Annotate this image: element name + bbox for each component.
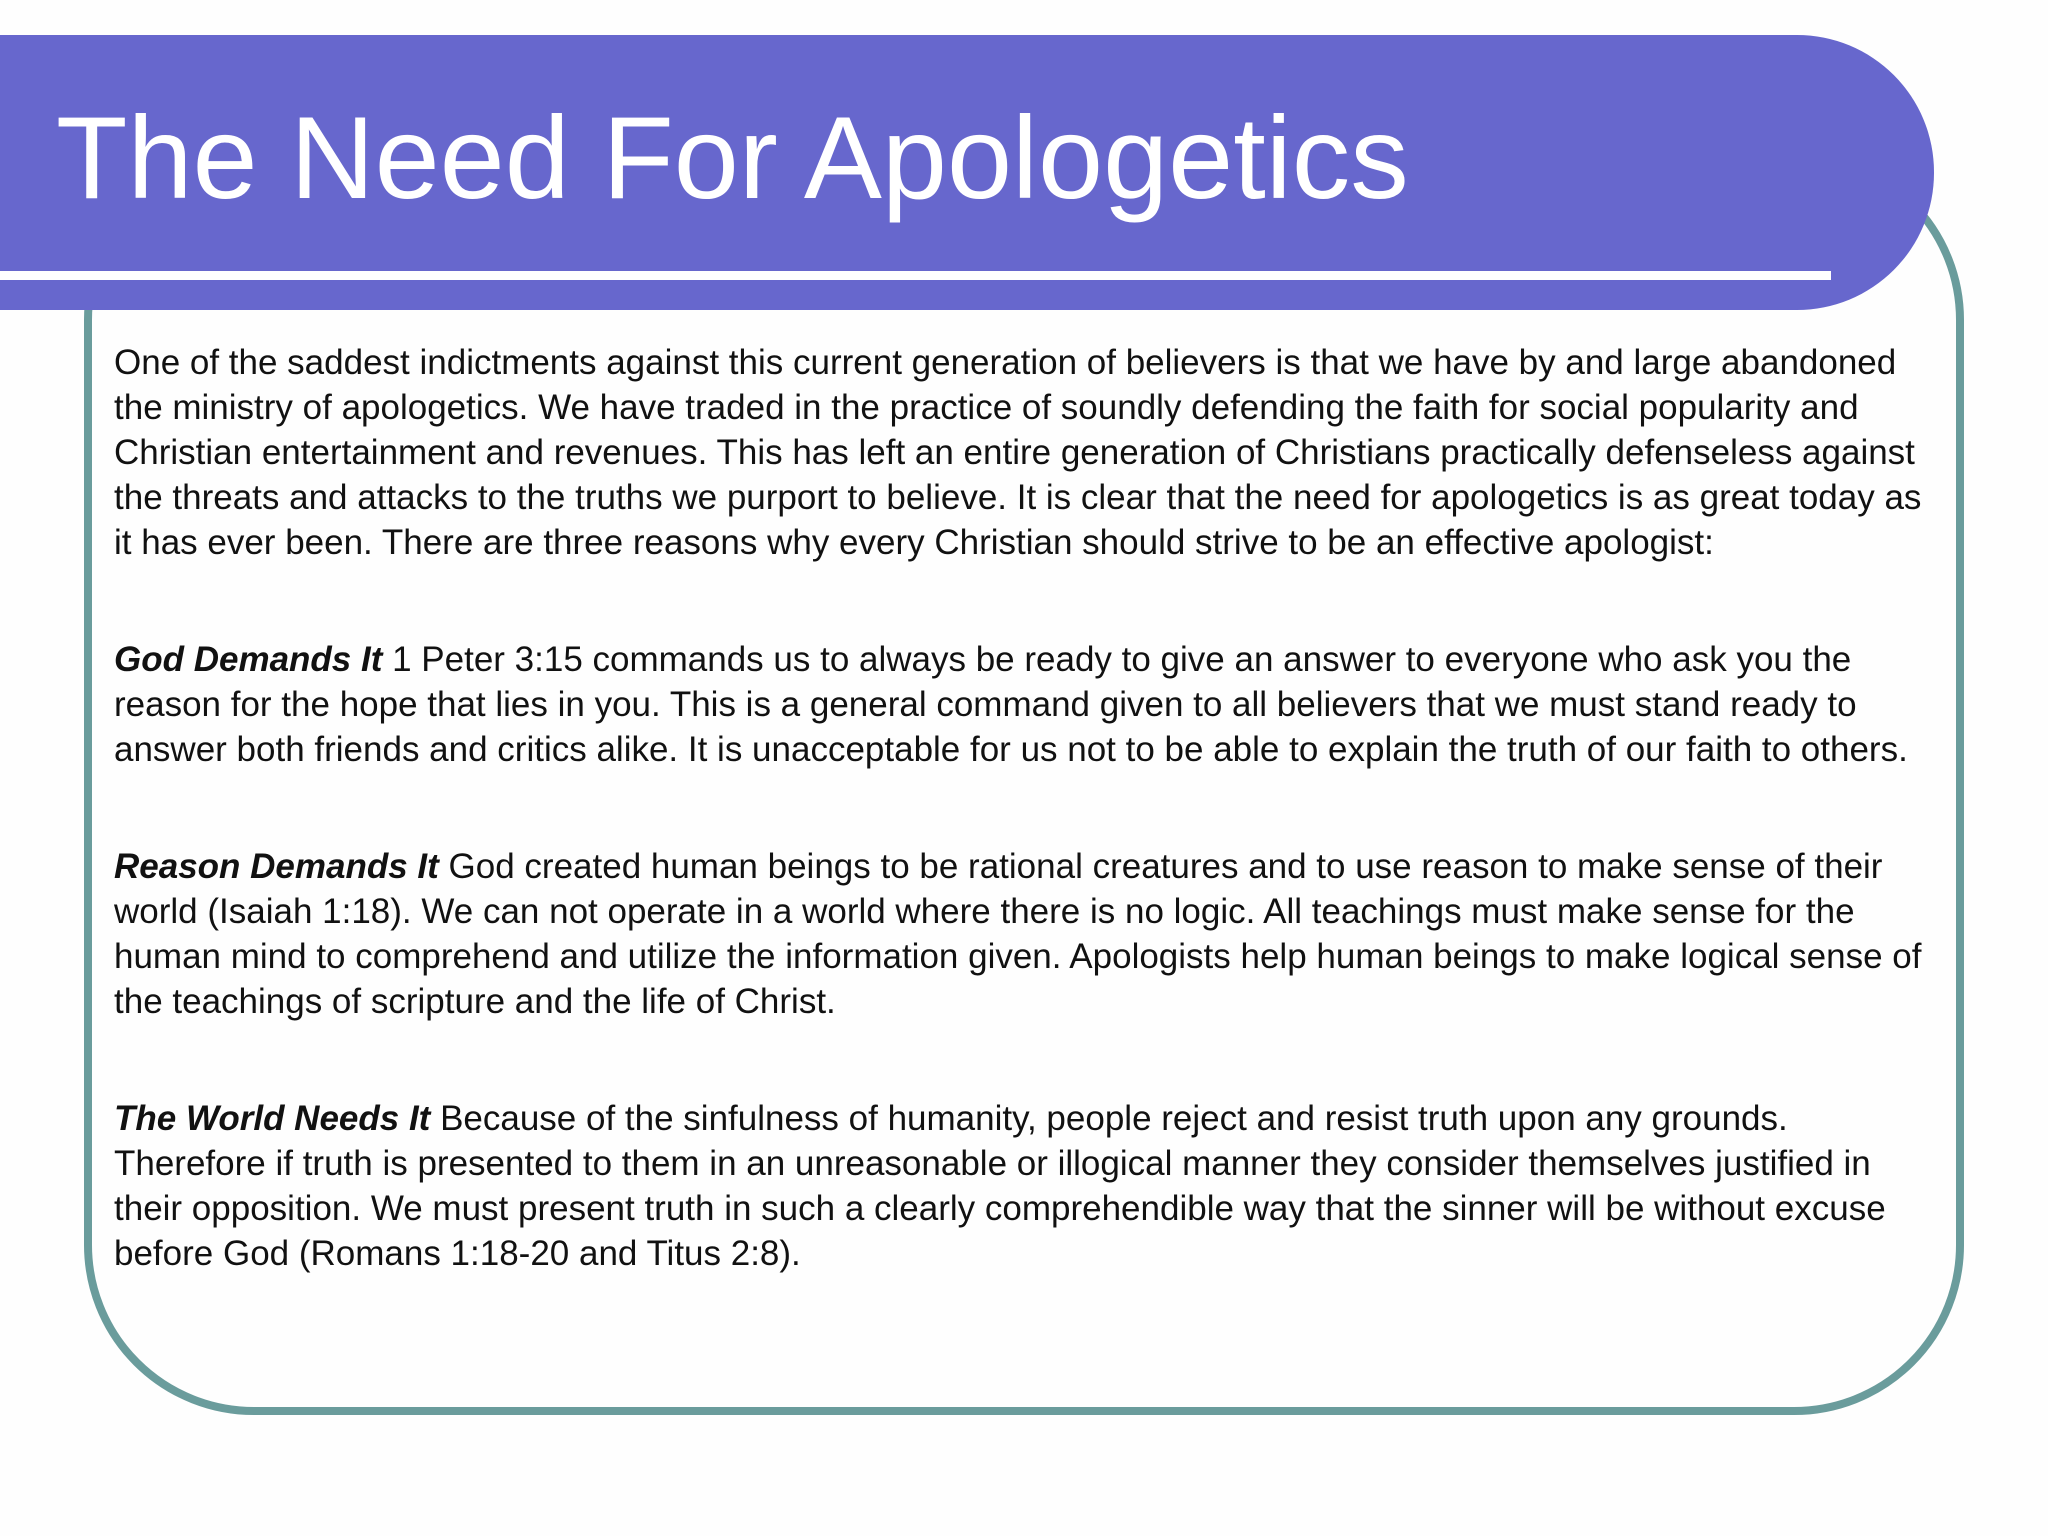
reason-text: 1 Peter 3:15 commands us to always be ready to give an answer to everyone who ask you the reason for the hope that lies in you. This is a general command given to all believers that we must stand ready to answer both friends and critics alike. It is unacceptable for us not to be able to explain the truth of our faith to others.: [114, 640, 1908, 769]
reason-paragraph-reason: [114, 844, 1944, 1024]
reason-text: Because of the sinfulness of humanity, people reject and resist truth upon any grounds. Therefore if truth is presented to them in an unreasonable or illogical manner they consider themselves justified in their opposition. We must present truth in such a clearly comprehendible way that the sinner will be without excuse before God (Romans 1:18-20 and Titus 2:8).: [114, 1099, 1886, 1273]
reason-heading: God Demands It: [114, 640, 383, 679]
reason-text: God created human beings to be rational creatures and to use reason to make sense of their world (Isaiah 1:18). We can not operate in a world where there is no logic. All teachings must make sense for the human mind to comprehend and utilize the information given. Apologists help human beings to make logical sense of the teachings of scripture and the life of Christ.: [114, 847, 1922, 1021]
reason-heading: The World Needs It: [114, 1099, 431, 1138]
intro-paragraph: One of the saddest indictments against this current generation of believers is that we have by and large abandoned the ministry of apologetics. We have traded in the practice of soundly defending the faith for social popularity and Christian entertainment and revenues. This has left an entire generation of Christians practically defenseless against the threats and attacks to the truths we purport to believe. It is clear that the need for apologetics is as great today as it has ever been. There are three reasons why every Christian should strive to be an effective apologist:: [114, 343, 1922, 562]
slide-body: [114, 340, 1944, 1348]
reason-paragraph-world: [114, 1096, 1944, 1276]
reason-heading: Reason Demands It: [114, 847, 439, 886]
slide-title: The Need For Apologetics: [56, 92, 1409, 223]
reason-paragraph-god: [114, 637, 1944, 772]
title-underline: [0, 271, 1831, 280]
